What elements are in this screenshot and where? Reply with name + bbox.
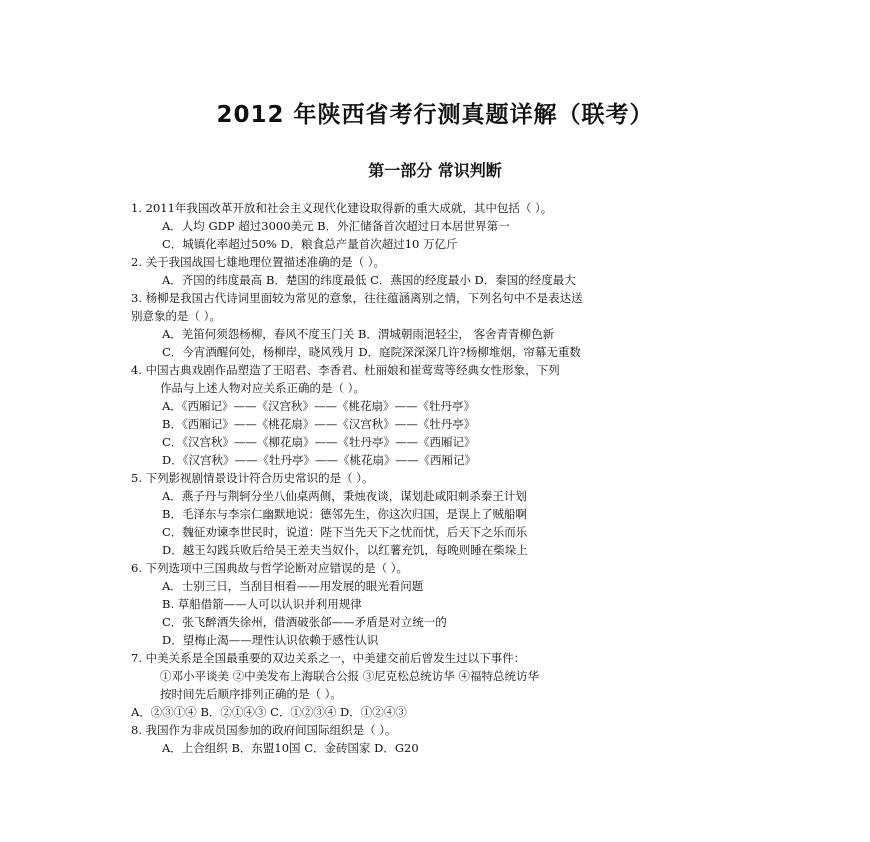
option-line: A．齐国的纬度最高 B．楚国的纬度最低 C．燕国的经度最小 D．秦国的经度最大 [162, 273, 576, 287]
option-line: A．燕子丹与荆轲分坐八仙桌两侧，秉烛夜谈，谋划赴咸阳刺杀秦王计划 [162, 489, 527, 503]
option-line: A．人均 GDP 超过3000美元 B．外汇储备首次超过日本居世界第一 [162, 219, 510, 233]
question-7: 7. 中美关系是全国最重要的双边关系之一，中美建交前后曾发生过以下事件： [131, 651, 526, 665]
option-line: A．②③①④ B．②①④③ C．①②③④ D．①②④③ [131, 705, 407, 719]
option-line: D．望梅止渴——理性认识依赖于感性认识 [162, 633, 379, 647]
option-line: A．羌笛何须怨杨柳，春风不度玉门关 B．渭城朝雨浥轻尘， 客舍青青柳色新 [162, 327, 555, 341]
option-line: B．毛泽东与李宗仁幽默地说：德邻先生，你这次归国，是误上了贼船啊 [162, 507, 527, 521]
option-line: B．《西厢记》——《桃花扇》——《汉宫秋》——《牡丹亭》 [162, 417, 476, 431]
option-line: A．士别三日，当刮目相看——用发展的眼光看问题 [162, 579, 424, 593]
option-line: C．张飞醉酒失徐州，借酒破张郃——矛盾是对立统一的 [162, 615, 447, 629]
question-3: 3. 杨柳是我国古代诗词里面较为常见的意象，往往蕴涵离别之情，下列名句中不是表达送 [131, 291, 583, 305]
option-line: B. 草船借箭——人可以认识并利用规律 [162, 597, 362, 611]
option-line: C．今宵酒醒何处，杨柳岸，晓风残月 D．庭院深深深几许?杨柳堆烟，帘幕无重数 [162, 345, 581, 359]
question-3-continued: 别意象的是（ ）。 [131, 309, 221, 323]
question-6: 6. 下列选项中三国典故与哲学论断对应错误的是（ ）。 [131, 561, 409, 575]
option-line: C．《汉宫秋》——《柳花扇》——《牡丹亭》——《西厢记》 [162, 435, 476, 449]
question-1: 1. 2011年我国改革开放和社会主义现代化建设取得新的重大成就，其中包括（ ）。 [131, 201, 553, 215]
question-4: 4. 中国古典戏剧作品塑造了王昭君、李香君、杜丽娘和崔莺莺等经典女性形象，下列 [131, 363, 560, 377]
option-line: D．越王勾践兵败后给吴王差夫当奴仆，以红薯充饥，每晚则睡在柴垛上 [162, 543, 528, 557]
page-title: 2012 年陕西省考行测真题详解（联考） [216, 102, 654, 128]
option-line: A．《西厢记》——《汉宫秋》——《桃花扇》——《牡丹亭》 [162, 399, 476, 413]
option-line: D．《汉宫秋》——《牡丹亭》——《桃花扇》——《西厢记》 [162, 453, 476, 467]
question-4-continued: 作品与上述人物对应关系正确的是（ ）。 [160, 381, 365, 395]
question-7-events: ①邓小平谈美 ②中美发布上海联合公报 ③尼克松总统访华 ④福特总统访华 [160, 669, 539, 683]
option-line: C．城镇化率超过50% D．粮食总产量首次超过10 万亿斤 [162, 237, 458, 251]
question-2: 2. 关于我国战国七雄地理位置描述准确的是（ ）。 [131, 255, 386, 269]
question-5: 5. 下列影视剧情景设计符合历史常识的是（ ）。 [131, 471, 374, 485]
option-line: A．上合组织 B．东盟10国 C．金砖国家 D．G20 [162, 741, 419, 755]
section-heading: 第一部分 常识判断 [368, 161, 502, 180]
question-7-continued: 按时间先后顺序排列正确的是（ ）。 [160, 687, 342, 701]
question-8: 8. 我国作为非成员国参加的政府间国际组织是（ ）。 [131, 723, 397, 737]
option-line: C．魏征劝谏李世民时，说道：陛下当先天下之忧而忧，后天下之乐而乐 [162, 525, 528, 539]
